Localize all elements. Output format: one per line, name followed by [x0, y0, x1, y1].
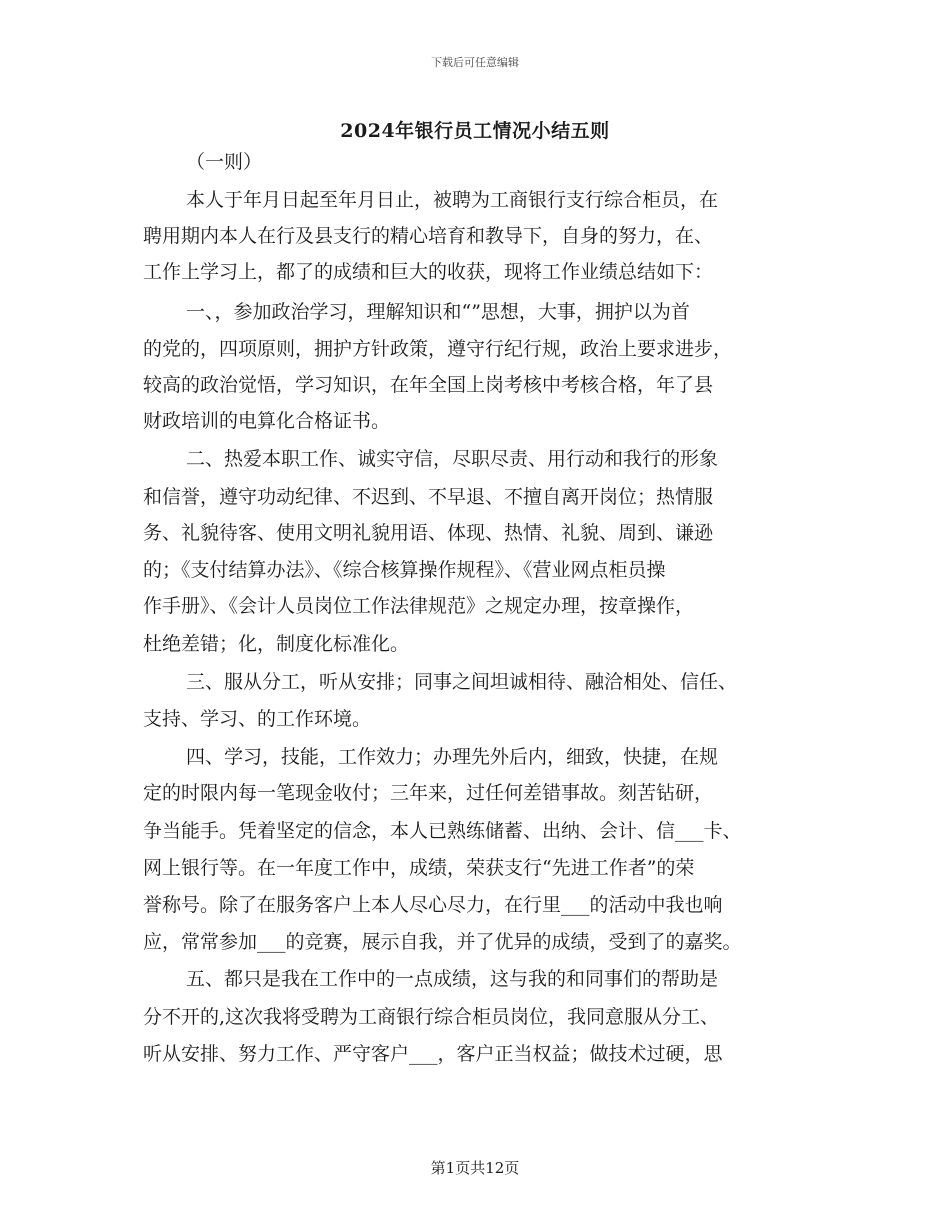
text-line: 杜绝差错；化，制度化标准化。: [143, 633, 410, 655]
text-line: 本人于年月日起至年月日止，被聘为工商银行支行综合柜员，在: [186, 189, 719, 211]
text-line: 争当能手。凭着坚定的信念，本人已熟练储蓄、出纳、会计、信___卡、: [143, 820, 742, 842]
text-line: 工作上学习上，都了的成绩和巨大的收获，现将工作业绩总结如下：: [143, 261, 714, 283]
text-line: 务、礼貌待客、使用文明礼貌用语、体现、热情、礼貌、周到、谦逊: [143, 522, 714, 544]
text-line: 较高的政治觉悟，学习知识，在年全国上岗考核中考核合格，年了县: [143, 374, 714, 396]
text-line: 一、，参加政治学习，理解知识和“”思想，大事，拥护以为首: [186, 301, 690, 323]
text-line: 的；《支付结算办法》、《综合核算操作规程》、《营业网点柜员操: [143, 559, 666, 581]
text-line: 支持、学习、的工作环境。: [143, 708, 372, 730]
page-header-note: 下载后可任意编辑: [431, 56, 519, 69]
text-line: 聘用期内本人在行及县支行的精心培育和教导下，自身的努力，在、: [143, 225, 714, 247]
document-title: 2024年银行员工情况小结五则: [340, 120, 610, 142]
text-line: 作手册》、《会计人员岗位工作法律规范》之规定办理，按章操作，: [143, 595, 695, 617]
text-line: （一则）: [186, 151, 263, 173]
text-line: 听从安排、努力工作、严守客户___，客户正当权益；做技术过硬，思: [143, 1043, 723, 1065]
text-line: 网上银行等。在一年度工作中，成绩，荣获支行“先进工作者”的荣: [143, 857, 695, 879]
text-line: 财政培训的电算化合格证书。: [143, 410, 391, 432]
text-line: 三、服从分工，听从安排；同事之间坦诚相待、融洽相处、信任、: [186, 671, 738, 693]
text-line: 分不开的,这次我将受聘为工商银行综合柜员岗位，我同意服从分工、: [143, 1006, 720, 1028]
text-line: 二、热爱本职工作、诚实守信，尽职尽责、用行动和我行的形象: [186, 448, 719, 470]
text-line: 的党的，四项原则，拥护方针政策，遵守行纪行规，政治上要求进步，: [143, 338, 733, 360]
text-line: 五、都只是我在工作中的一点成绩，这与我的和同事们的帮助是: [186, 968, 719, 990]
text-line: 四、学习，技能，工作效力；办理先外后内，细致，快捷，在规: [186, 746, 719, 768]
text-line: 应，常常参加___的竞赛，展示自我，并了优异的成绩，受到了的嘉奖。: [143, 931, 742, 953]
text-line: 和信誉，遵守功动纪律、不迟到、不早退、不擅自离开岗位；热情服: [143, 486, 714, 508]
page-number-footer: 第1页共12页: [430, 1159, 520, 1177]
text-line: 定的时限内每一笔现金收付；三年来，过任何差错事故。刻苦钻研，: [143, 782, 714, 804]
text-line: 誉称号。除了在服务客户上本人尽心尽力，在行里___的活动中我也响: [143, 894, 723, 916]
